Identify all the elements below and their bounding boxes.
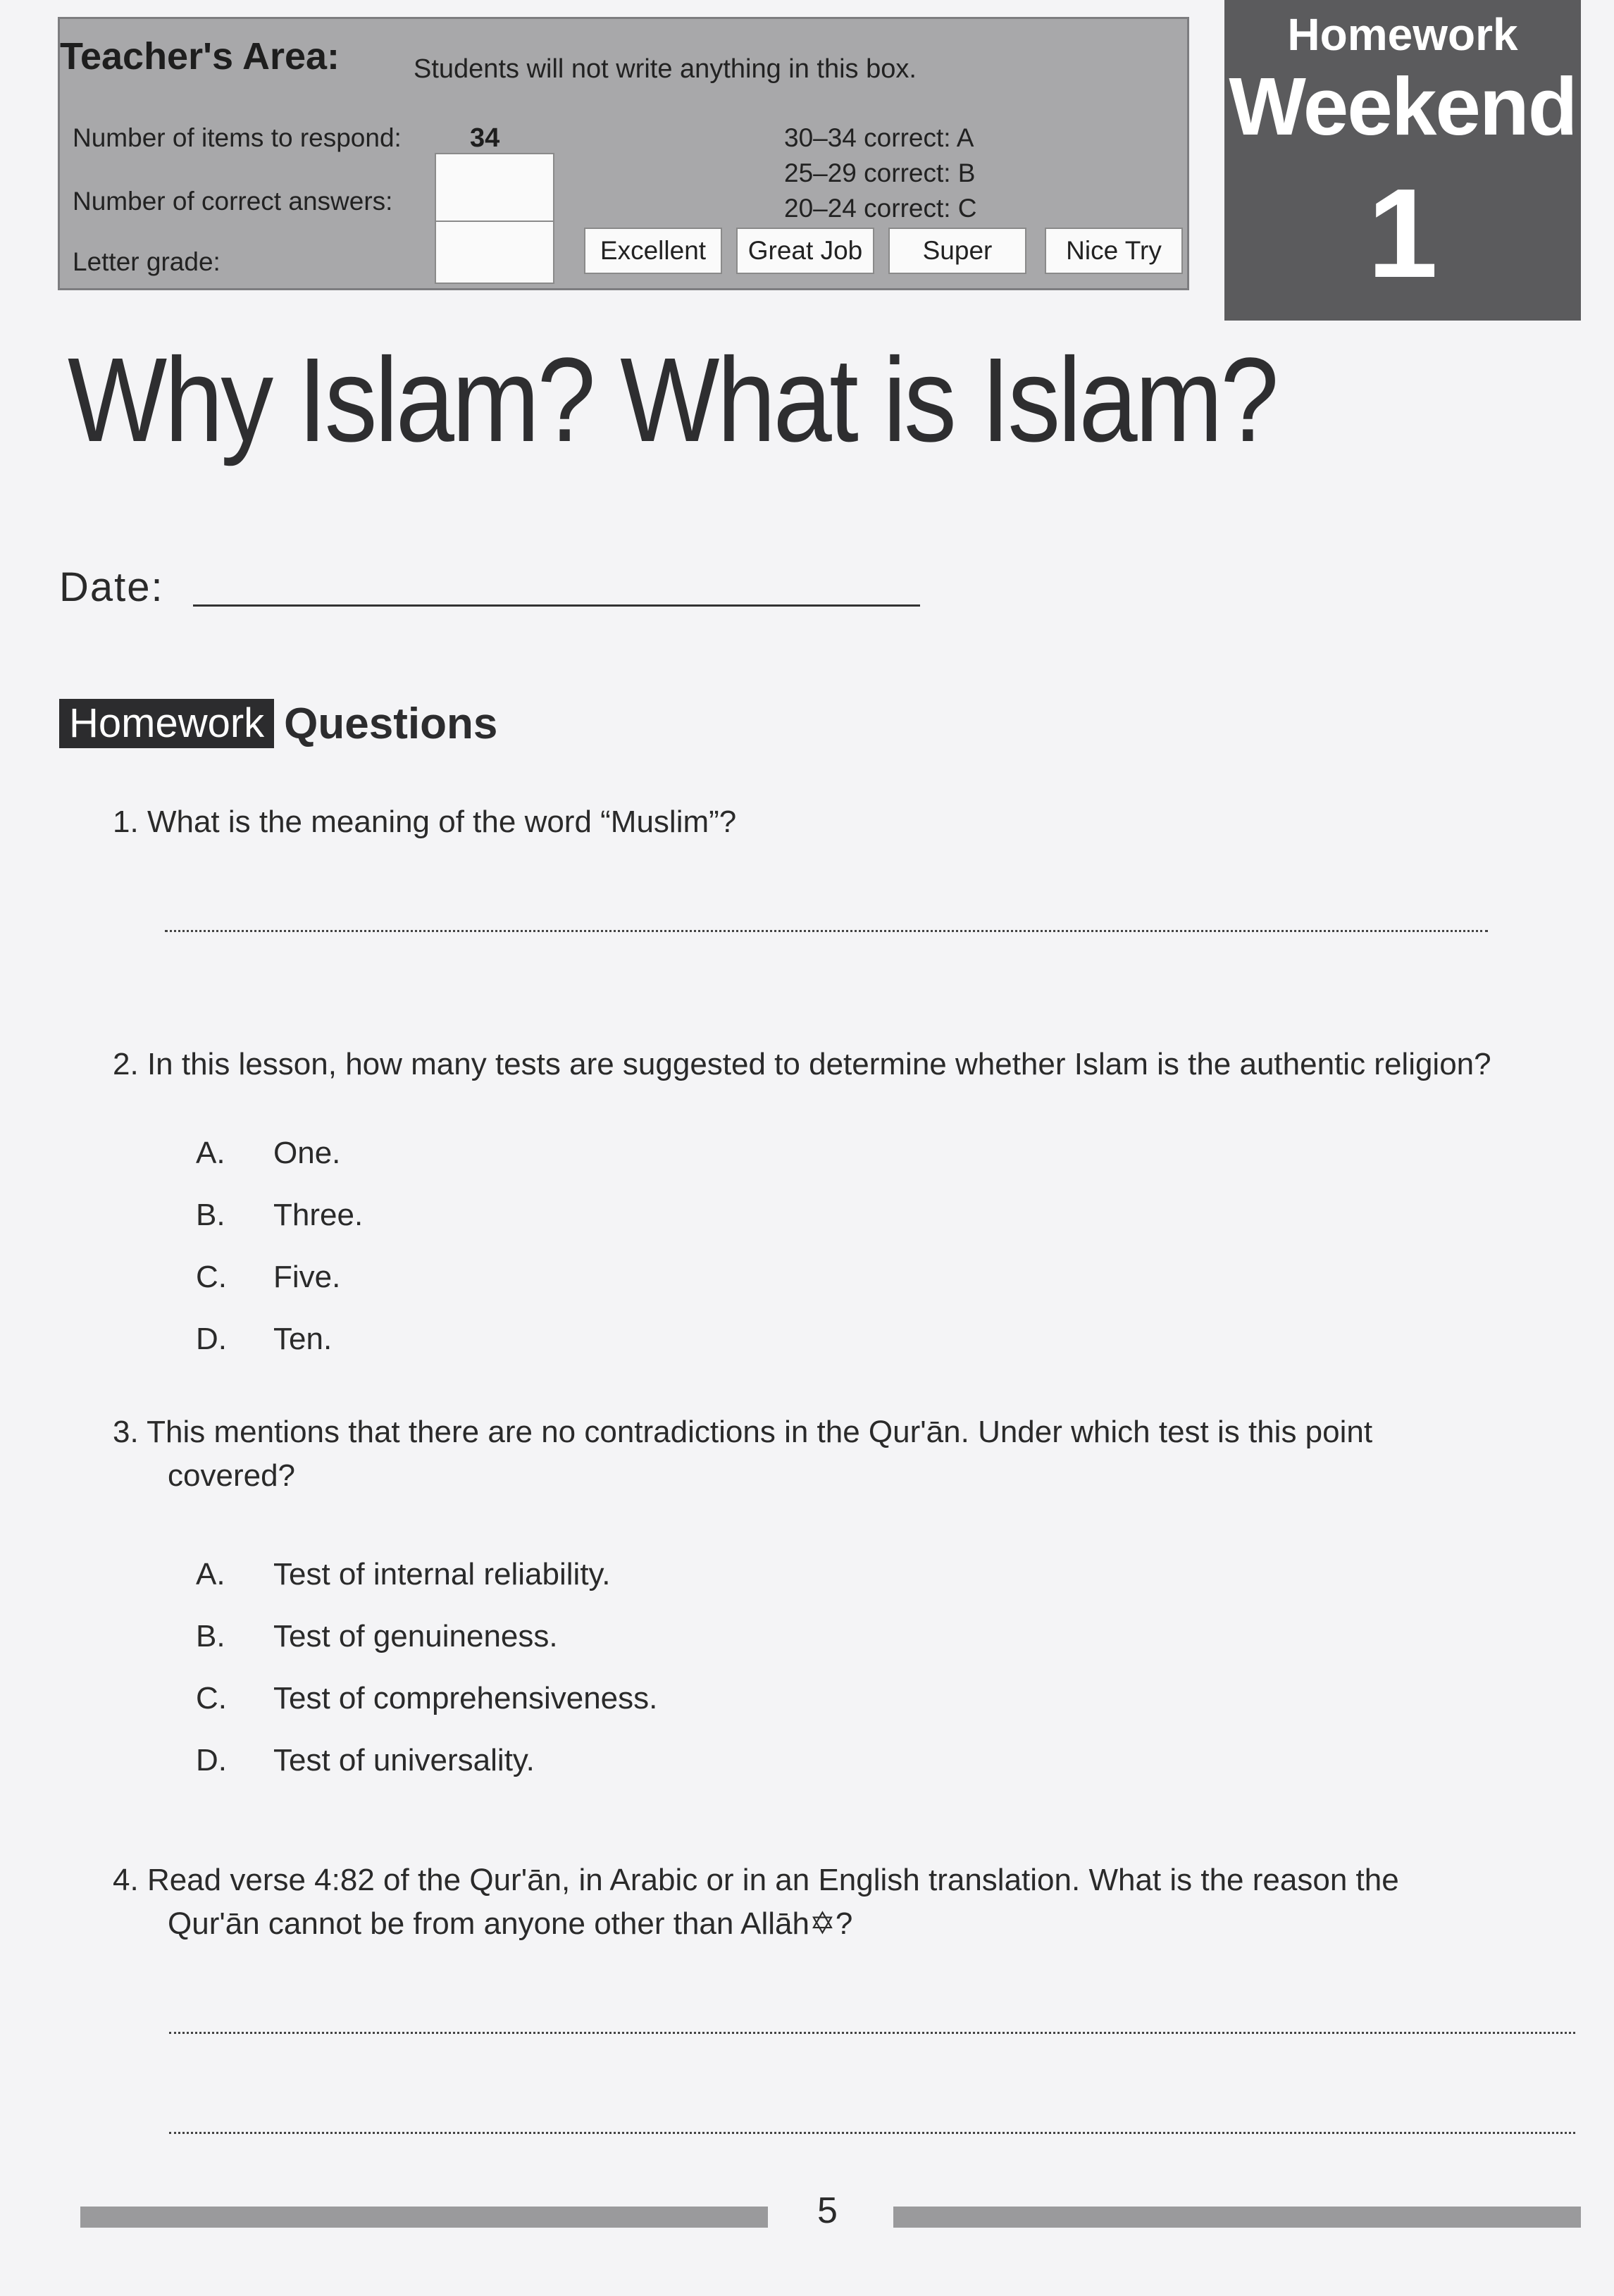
option-text: Five. — [273, 1260, 341, 1294]
grade-excellent[interactable]: Excellent — [584, 228, 722, 274]
grade-scale-c: 20–24 correct: C — [784, 194, 977, 223]
badge-weekend-text: Weekend — [1229, 61, 1577, 152]
question-3 — [113, 1410, 1372, 1498]
grade-scale-b: 25–29 correct: B — [784, 159, 976, 187]
page-title: Why Islam? What is Islam? — [68, 333, 1277, 467]
option-text: Three. — [273, 1198, 364, 1232]
option-letter: A. — [196, 1557, 225, 1591]
option-text: One. — [273, 1136, 341, 1170]
option-letter: B. — [196, 1198, 225, 1232]
question-4 — [113, 1858, 1399, 1946]
answer-line-q4-2[interactable] — [169, 2132, 1575, 2134]
section-tag: Homework — [59, 699, 274, 748]
section-heading — [59, 699, 497, 748]
answer-line-q4-1[interactable] — [169, 2032, 1575, 2034]
question-text-line-2: covered? — [168, 1458, 296, 1493]
footer-bar-left — [80, 2207, 768, 2228]
badge-number: 1 — [1367, 163, 1439, 304]
question-text: In this lesson, how many tests are suggested to determine whether Islam is the authentic religion? — [147, 1047, 1491, 1081]
date-label: Date: — [59, 564, 164, 610]
homework-weekend-badge — [1224, 0, 1581, 321]
question-text-line-2: Qur'ān cannot be from anyone other than Allāh✡? — [168, 1906, 853, 1941]
option-letter: D. — [196, 1743, 227, 1777]
teachers-area-box — [58, 17, 1189, 290]
option-text: Test of internal reliability. — [273, 1557, 611, 1591]
option-text: Ten. — [273, 1322, 333, 1356]
teachers-area-title: Teacher's Area: — [60, 35, 340, 77]
letter-grade-box[interactable] — [435, 221, 554, 284]
question-1 — [113, 800, 736, 844]
correct-answers-label: Number of correct answers: — [73, 187, 393, 216]
option-text: Test of comprehensiveness. — [273, 1681, 658, 1715]
date-input-line[interactable] — [193, 604, 920, 607]
section-label: Questions — [284, 699, 498, 748]
footer-bar-right — [893, 2207, 1581, 2228]
question-text: What is the meaning of the word “Muslim”? — [147, 805, 737, 839]
grade-super[interactable]: Super — [888, 228, 1026, 274]
question-number: 1. — [113, 805, 139, 839]
grade-scale-a: 30–34 correct: A — [784, 123, 974, 152]
option-letter: B. — [196, 1619, 225, 1653]
teachers-area-note: Students will not write anything in this box. — [414, 54, 917, 84]
option-letter: C. — [196, 1260, 227, 1294]
items-to-respond-value: 34 — [470, 123, 500, 153]
badge-homework-text: Homework — [1287, 9, 1518, 60]
grade-great-job[interactable]: Great Job — [736, 228, 874, 274]
question-text-line-1: This mentions that there are no contradictions in the Qur'ān. Under which test is this point — [147, 1415, 1373, 1449]
option-letter: D. — [196, 1322, 227, 1356]
answer-line-q1[interactable] — [165, 930, 1488, 932]
items-to-respond-label: Number of items to respond: — [73, 123, 402, 152]
option-letter: A. — [196, 1136, 225, 1170]
question-number: 4. — [113, 1863, 139, 1897]
question-text-line-1: Read verse 4:82 of the Qur'ān, in Arabic or in an English translation. What is the reason the — [147, 1863, 1399, 1897]
grade-nice-try[interactable]: Nice Try — [1045, 228, 1183, 274]
question-number: 3. — [113, 1415, 139, 1449]
option-text: Test of genuineness. — [273, 1619, 558, 1653]
correct-answers-box[interactable] — [435, 153, 554, 223]
question-number: 2. — [113, 1047, 139, 1081]
option-text: Test of universality. — [273, 1743, 535, 1777]
page-number: 5 — [817, 2190, 838, 2231]
question-2 — [113, 1043, 1491, 1086]
option-letter: C. — [196, 1681, 227, 1715]
letter-grade-label: Letter grade: — [73, 247, 221, 276]
